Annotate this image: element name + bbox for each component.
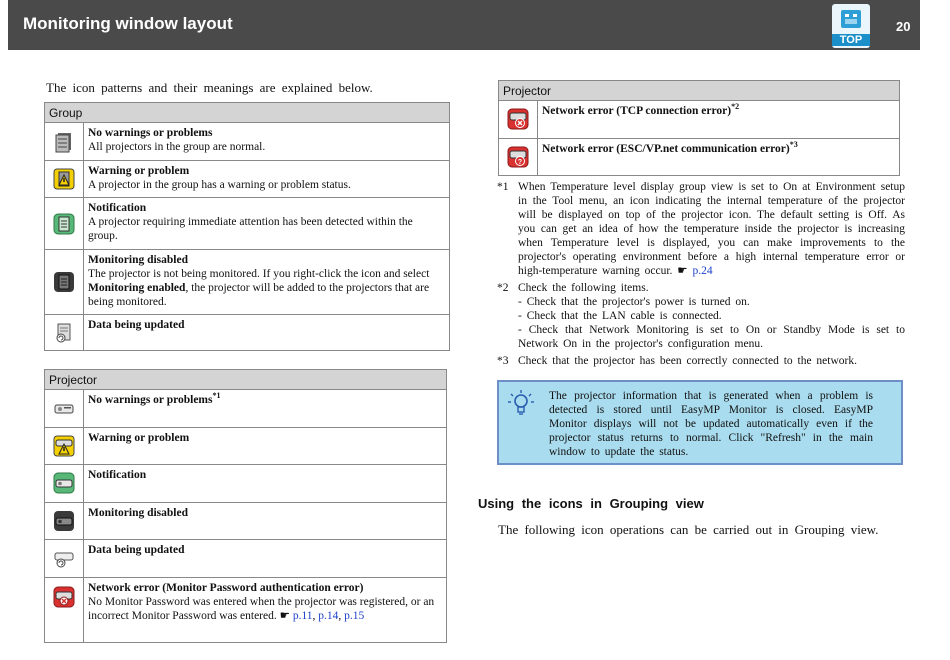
intro-text: The icon patterns and their meanings are explained below. xyxy=(46,80,373,95)
group-monitoring-disabled-icon xyxy=(53,271,75,293)
hint-text: The projector information that is generated when a problem is detected is stored until EasyMP Monitor is closed. EasyMP Monitor displays will not be updated automatically even if the projector status returns to normal. Click "Refresh" in the main window to update the status. xyxy=(549,390,873,458)
page-link[interactable]: p.24 xyxy=(692,265,713,277)
row-title: Warning or problem xyxy=(88,431,190,444)
table-row xyxy=(45,250,450,315)
table-row xyxy=(45,315,450,351)
section-heading: Using the icons in Grouping view xyxy=(478,496,704,511)
table-row xyxy=(45,198,450,250)
footnote-text: When Temperature level display group view is set to On at Environment setup in the Tool menu, an icon indicating the internal temperature of the projector will be displayed on top of the projector icon. The default setting is Off. As you can get an idea of how the temperature inside the projector is increasing when Temperature level is displayed, you can make improvements to the projector's operating environment before a high internal temperature error or high-temperature warning occur. xyxy=(518,181,905,277)
checklist-item: - Check that the LAN cable is connected. xyxy=(518,310,722,322)
pointing-hand-icon: ☛ xyxy=(677,265,688,277)
table-row xyxy=(45,577,447,642)
footnote-text: Check that the projector has been correctly connected to the network. xyxy=(518,355,857,367)
projector-icon-table xyxy=(44,369,447,643)
row-description: All projectors in the group are normal. xyxy=(88,141,266,153)
pointing-hand-icon: ☛ xyxy=(279,609,290,622)
footnote-text: Check the following items. xyxy=(518,282,649,294)
projector-password-error-icon xyxy=(53,586,75,608)
table-row xyxy=(45,465,447,503)
footnote-mark: *3 xyxy=(497,355,509,367)
projector-warning-icon xyxy=(53,435,75,457)
table-row xyxy=(499,138,900,176)
footnotes xyxy=(497,180,905,371)
table-row xyxy=(45,540,447,578)
row-title: Notification xyxy=(88,202,147,214)
row-description: No Monitor Password was entered when the projector was registered, or an incorrect Monitor Password was entered. ☛ p.11, p.14, p.15 xyxy=(88,595,435,622)
group-warning-icon xyxy=(53,168,75,190)
top-label: TOP xyxy=(832,34,870,46)
group-normal-icon xyxy=(53,131,75,153)
group-notification-icon xyxy=(53,213,75,235)
row-description: A projector in the group has a warning or problem status. xyxy=(88,179,351,191)
row-title: Network error (ESC/VP.net communication error)$^{*3}$ xyxy=(542,139,798,155)
table-row xyxy=(45,427,447,465)
hint-box xyxy=(497,380,903,465)
projector-monitoring-disabled-icon xyxy=(53,510,75,532)
checklist-item: - Check that the projector's power is turned on. xyxy=(518,296,750,308)
row-title: No warnings or problems xyxy=(88,127,213,139)
projector-escvp-error-icon xyxy=(507,146,529,168)
page-header xyxy=(8,0,920,50)
row-title: Monitoring disabled xyxy=(88,506,189,519)
table-heading: Projector xyxy=(45,370,447,390)
checklist-item: - Check that Network Monitoring is set to On or Standby Mode is set to Network On in the projector's configuration menu. xyxy=(518,324,905,350)
section-body: The following icon operations can be carried out in Grouping view. xyxy=(498,522,879,537)
table-heading: Group xyxy=(45,103,450,123)
footnote xyxy=(497,180,905,278)
table-row xyxy=(45,390,447,428)
footnote xyxy=(497,354,905,368)
row-description: A projector requiring immediate attention has been detected within the group. xyxy=(88,216,413,242)
lightbulb-icon xyxy=(505,388,537,420)
page-link[interactable]: p.11 xyxy=(292,609,313,622)
row-title: Data being updated xyxy=(88,319,185,331)
table-row xyxy=(499,101,900,139)
page-title: Monitoring window layout xyxy=(23,14,233,33)
projector-updating-icon xyxy=(53,547,75,569)
projector-error-icon-table xyxy=(498,80,900,176)
footnote xyxy=(497,281,905,351)
page-link[interactable]: p.14 xyxy=(318,609,339,622)
table-heading: Projector xyxy=(499,81,900,101)
table-row xyxy=(45,502,447,540)
projector-tcp-error-icon xyxy=(507,108,529,130)
row-title: Network error (Monitor Password authentication error) xyxy=(88,581,364,594)
row-title: No warnings or problems$^{*1}$ xyxy=(88,391,221,406)
home-icon xyxy=(838,8,864,32)
projector-notification-icon xyxy=(53,472,75,494)
page-link[interactable]: p.15 xyxy=(344,609,365,622)
row-title: Monitoring disabled xyxy=(88,254,189,266)
top-button[interactable] xyxy=(832,4,870,48)
footnote-mark: *1 xyxy=(497,181,509,193)
page-number: 20 xyxy=(896,19,911,34)
group-icon-table xyxy=(44,102,450,351)
row-title: Notification xyxy=(88,469,147,481)
table-row xyxy=(45,123,450,161)
row-title: Data being updated xyxy=(88,544,185,556)
table-row xyxy=(45,161,450,198)
svg-text:?: ? xyxy=(517,158,523,166)
row-title: Network error (TCP connection error)$^{*2}$ xyxy=(542,102,740,117)
footnote-mark: *2 xyxy=(497,282,509,294)
row-title: Warning or problem xyxy=(88,165,190,177)
projector-normal-icon xyxy=(53,397,75,419)
row-description: The projector is not being monitored. If you right-click the icon and select Monitoring enabled, the projector will be added to the projectors that are being monitored. xyxy=(88,268,430,308)
group-updating-icon xyxy=(53,322,75,344)
